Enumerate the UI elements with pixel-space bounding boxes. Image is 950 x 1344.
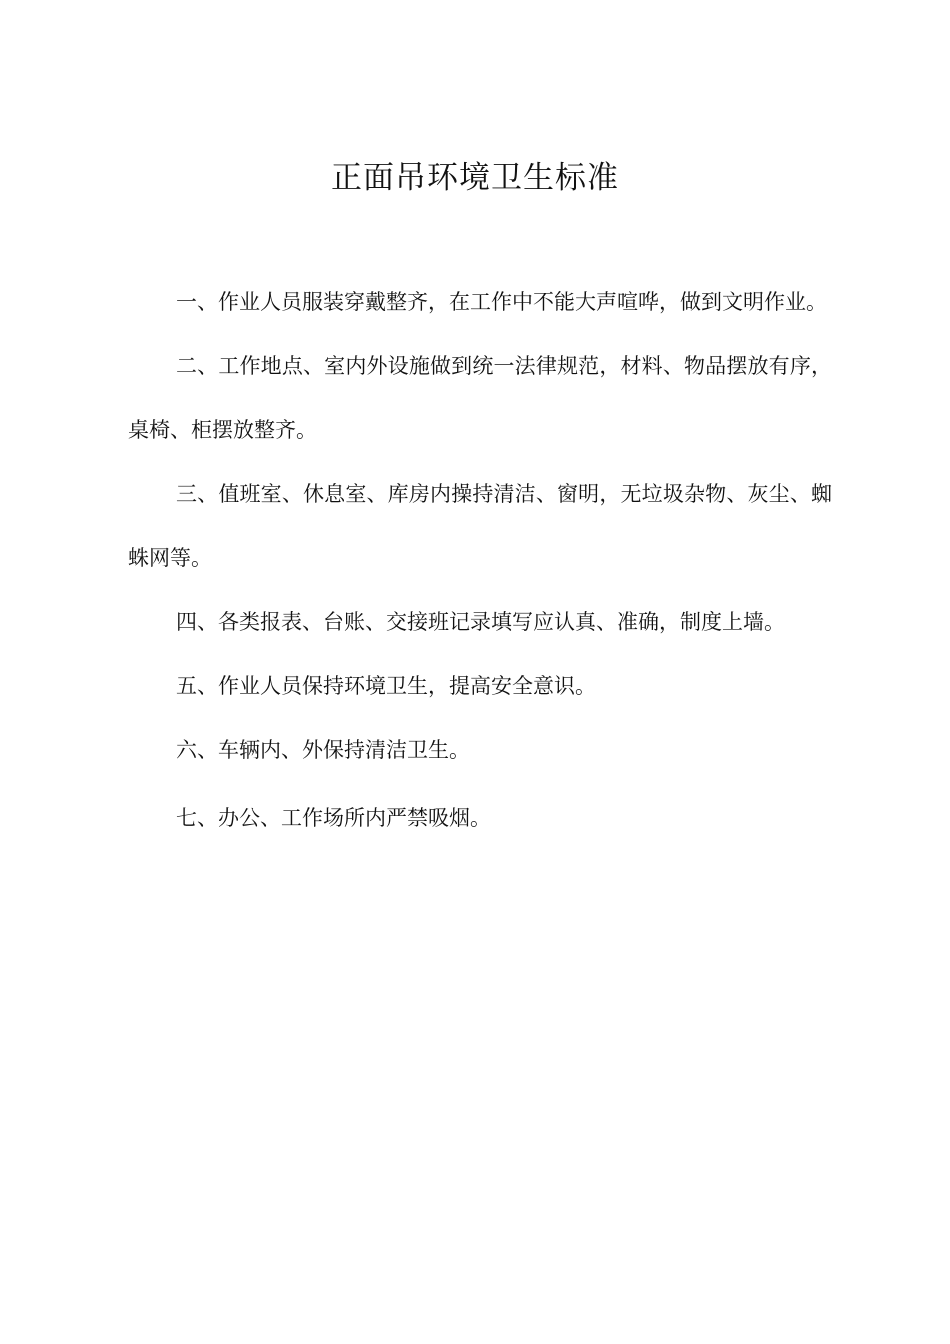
- rule-paragraph-2: 二、工作地点、室内外设施做到统一法律规范，材料、物品摆放有序，桌椅、柜摆放整齐。: [128, 354, 832, 442]
- rule-paragraph-6: 六、车辆内、外保持清洁卫生。: [176, 738, 470, 762]
- document-body: [128, 270, 832, 844]
- rule-paragraph-4: 四、各类报表、台账、交接班记录填写应认真、准确，制度上墙。: [176, 610, 785, 634]
- rule-paragraph-5: 五、作业人员保持环境卫生，提高安全意识。: [176, 674, 596, 698]
- rule-paragraph-1: 一、作业人员服装穿戴整齐，在工作中不能大声喧哗，做到文明作业。: [176, 290, 827, 314]
- rule-paragraph-7: 七、办公、工作场所内严禁吸烟。: [176, 806, 491, 830]
- document-title: 正面吊环境卫生标准: [331, 160, 619, 196]
- rule-paragraph-3: 三、值班室、休息室、库房内操持清洁、窗明，无垃圾杂物、灰尘、蜘蛛网等。: [128, 482, 832, 570]
